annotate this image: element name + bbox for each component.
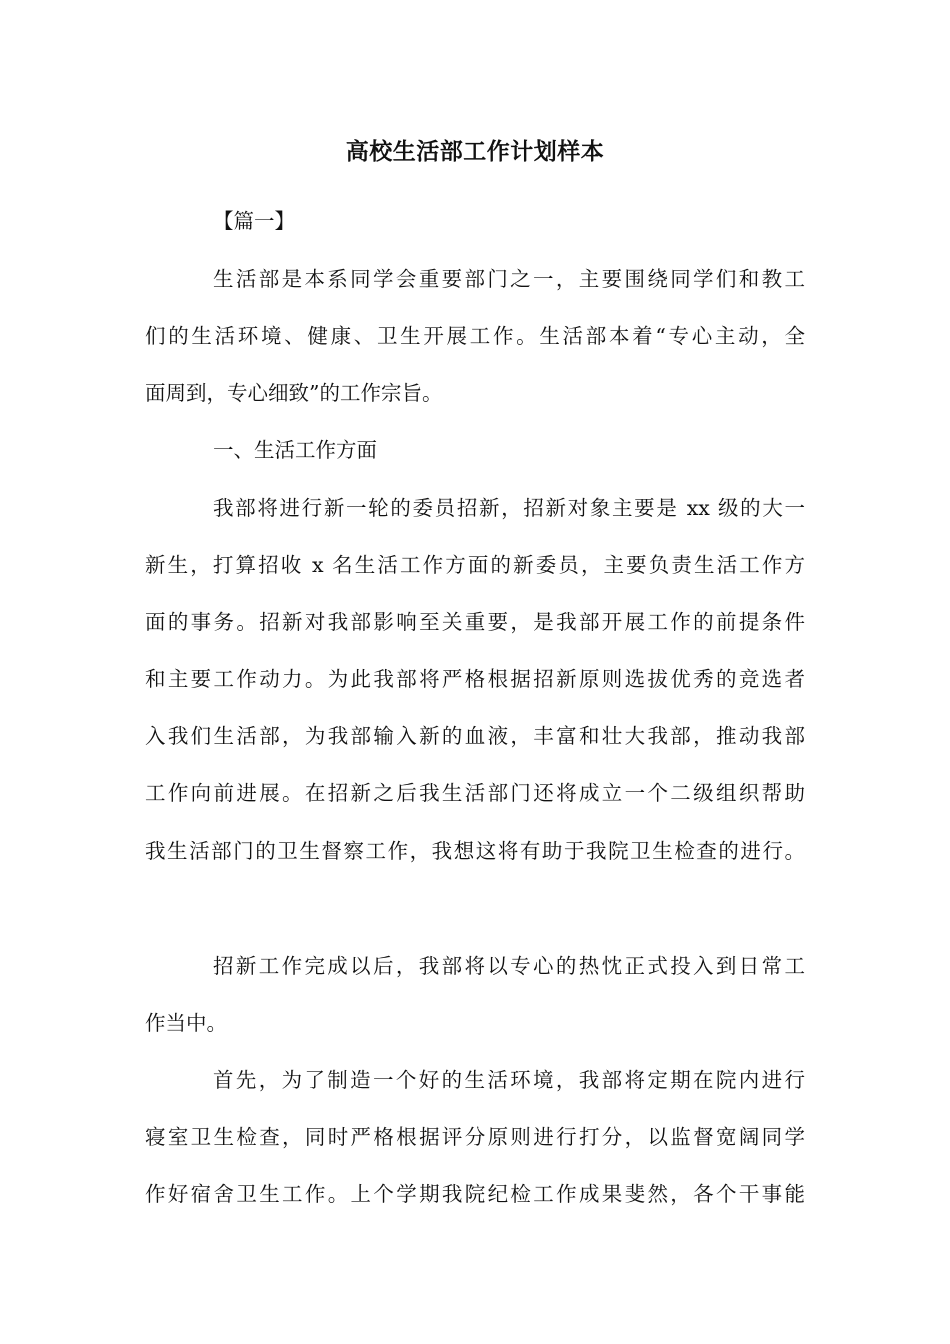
paragraph-line: 面的事务。招新对我部影响至关重要，是我部开展工作的前提条件 [145,610,805,634]
paragraph-line: 工作向前进展。在招新之后我生活部门还将成立一个二级组织帮助 [145,781,805,805]
paragraph-line: 新生，打算招收 x 名生活工作方面的新委员，主要负责生活工作方 [145,553,805,577]
paragraph-line: 生活部是本系同学会重要部门之一，主要围绕同学们和教工 [213,267,805,291]
paragraph-line: 我生活部门的卫生督察工作，我想这将有助于我院卫生检查的进行。 [145,839,805,863]
paragraph-line: 我部将进行新一轮的委员招新，招新对象主要是 xx 级的大一 [213,496,805,520]
section-heading: 一、生活工作方面 [213,438,377,462]
paragraph-line: 首先，为了制造一个好的生活环境，我部将定期在院内进行 [213,1068,805,1092]
paragraph-line: 和主要工作动力。为此我部将严格根据招新原则选拔优秀的竞选者 [145,667,805,691]
paragraph-line: 面周到，专心细致”的工作宗旨。 [145,381,443,405]
paragraph-line: 入我们生活部，为我部输入新的血液，丰富和壮大我部，推动我部 [145,724,805,748]
paragraph-line: 寝室卫生检查，同时严格根据评分原则进行打分，以监督宽阔同学 [145,1125,805,1149]
paragraph-line: 们的生活环境、健康、卫生开展工作。生活部本着“专心主动，全 [145,324,805,348]
paragraph-line: 作当中。 [145,1011,227,1035]
document-title: 高校生活部工作计划样本 [345,138,605,165]
paragraph-line: 招新工作完成以后，我部将以专心的热忱正式投入到日常工 [213,954,805,978]
paragraph-line: 作好宿舍卫生工作。上个学期我院纪检工作成果斐然，各个干事能 [145,1182,805,1206]
section-tag: 【篇一】 [213,209,295,233]
